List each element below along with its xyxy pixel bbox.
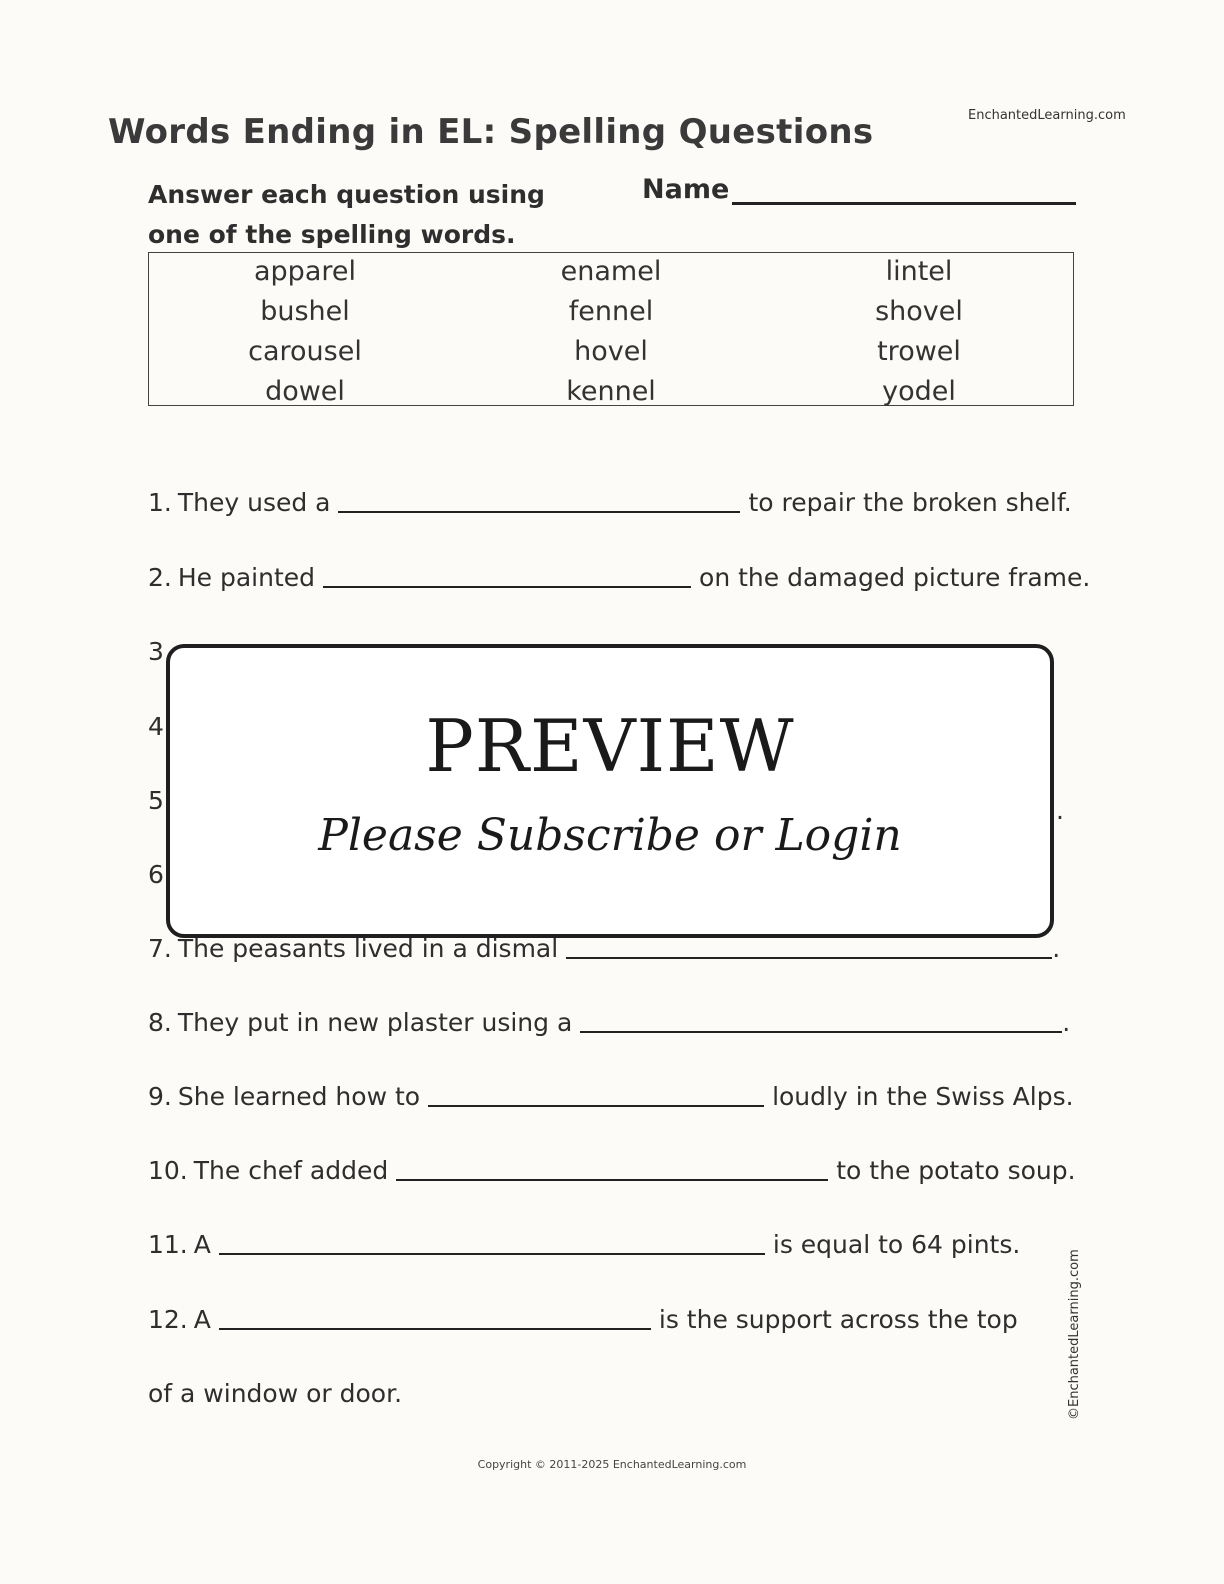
question-text-before: A: [193, 1230, 211, 1259]
answer-blank[interactable]: [428, 1104, 764, 1107]
question-number: 11.: [148, 1230, 188, 1259]
question-7: [148, 934, 1060, 963]
question-number-5: 5: [148, 786, 164, 815]
page-title: Words Ending in EL: Spelling Questions: [108, 112, 874, 152]
question-number: 10.: [148, 1156, 188, 1185]
name-field[interactable]: [732, 202, 1076, 205]
question-number-4: 4: [148, 712, 164, 741]
word-bank-item: apparel: [254, 256, 356, 287]
question-1: [148, 488, 1072, 517]
word-bank-item: fennel: [568, 296, 654, 327]
word-bank-item: trowel: [877, 336, 961, 367]
question-text-before: She learned how to: [177, 1082, 421, 1111]
question-text-after: to repair the broken shelf.: [748, 488, 1072, 517]
instructions: Answer each question using one of the spelling words.: [148, 180, 545, 249]
question-text-after: to the potato soup.: [836, 1156, 1076, 1185]
question-text-before: They used a: [177, 488, 331, 517]
question-12: [148, 1305, 1018, 1334]
question-text-before: The chef added: [193, 1156, 389, 1185]
question-10: [148, 1156, 1076, 1185]
answer-blank[interactable]: [219, 1327, 651, 1330]
preview-title: PREVIEW: [425, 704, 795, 788]
word-bank-item: hovel: [574, 336, 648, 367]
question-number-6: 6: [148, 860, 164, 889]
question-number: 12.: [148, 1305, 188, 1334]
word-bank-item: lintel: [885, 256, 953, 287]
answer-blank[interactable]: [338, 510, 740, 513]
word-bank-item: bushel: [260, 296, 350, 327]
answer-blank[interactable]: [323, 585, 691, 588]
question-text-after: is equal to 64 pints.: [772, 1230, 1021, 1259]
word-bank-item: enamel: [560, 256, 662, 287]
question-2: [148, 563, 1090, 592]
question-5-end: .: [1056, 796, 1064, 825]
word-bank-item: kennel: [566, 376, 656, 407]
copyright: Copyright © 2011-2025 EnchantedLearning.com: [477, 1458, 747, 1471]
question-9: [148, 1082, 1074, 1111]
question-text-after: .: [1052, 934, 1061, 963]
answer-blank[interactable]: [580, 1030, 1062, 1033]
question-8: [148, 1008, 1070, 1037]
question-11: [148, 1230, 1020, 1259]
word-bank: [148, 252, 1074, 406]
question-text-after: loudly in the Swiss Alps.: [772, 1082, 1074, 1111]
name-label: Name: [642, 174, 730, 205]
word-bank-item: shovel: [875, 296, 963, 327]
question-number: 2.: [148, 563, 172, 592]
question-text-continuation: of a window or door.: [148, 1379, 403, 1408]
question-number: 8.: [148, 1008, 172, 1037]
question-12-continuation: [148, 1379, 402, 1408]
side-watermark: ©EnchantedLearning.com: [1067, 1249, 1082, 1420]
question-number: 9.: [148, 1082, 172, 1111]
word-bank-item: yodel: [882, 376, 956, 407]
question-number: 1.: [148, 488, 172, 517]
question-text-before: A: [193, 1305, 211, 1334]
answer-blank[interactable]: [219, 1252, 765, 1255]
question-text-after: .: [1062, 1008, 1071, 1037]
answer-blank[interactable]: [396, 1178, 828, 1181]
question-number-3: 3: [148, 637, 164, 666]
question-number: 7.: [148, 934, 172, 963]
answer-blank[interactable]: [566, 956, 1052, 959]
question-text-before: The peasants lived in a dismal: [177, 934, 559, 963]
word-bank-item: dowel: [265, 376, 345, 407]
question-text-after: is the support across the top: [658, 1305, 1018, 1334]
question-text-before: They put in new plaster using a: [177, 1008, 573, 1037]
preview-overlay[interactable]: [166, 644, 1054, 938]
question-text-before: He painted: [177, 563, 316, 592]
question-text-after: on the damaged picture frame.: [699, 563, 1091, 592]
site-link[interactable]: EnchantedLearning.com: [968, 108, 1126, 123]
subscribe-login-link[interactable]: Please Subscribe or Login: [318, 810, 902, 861]
word-bank-item: carousel: [248, 336, 362, 367]
